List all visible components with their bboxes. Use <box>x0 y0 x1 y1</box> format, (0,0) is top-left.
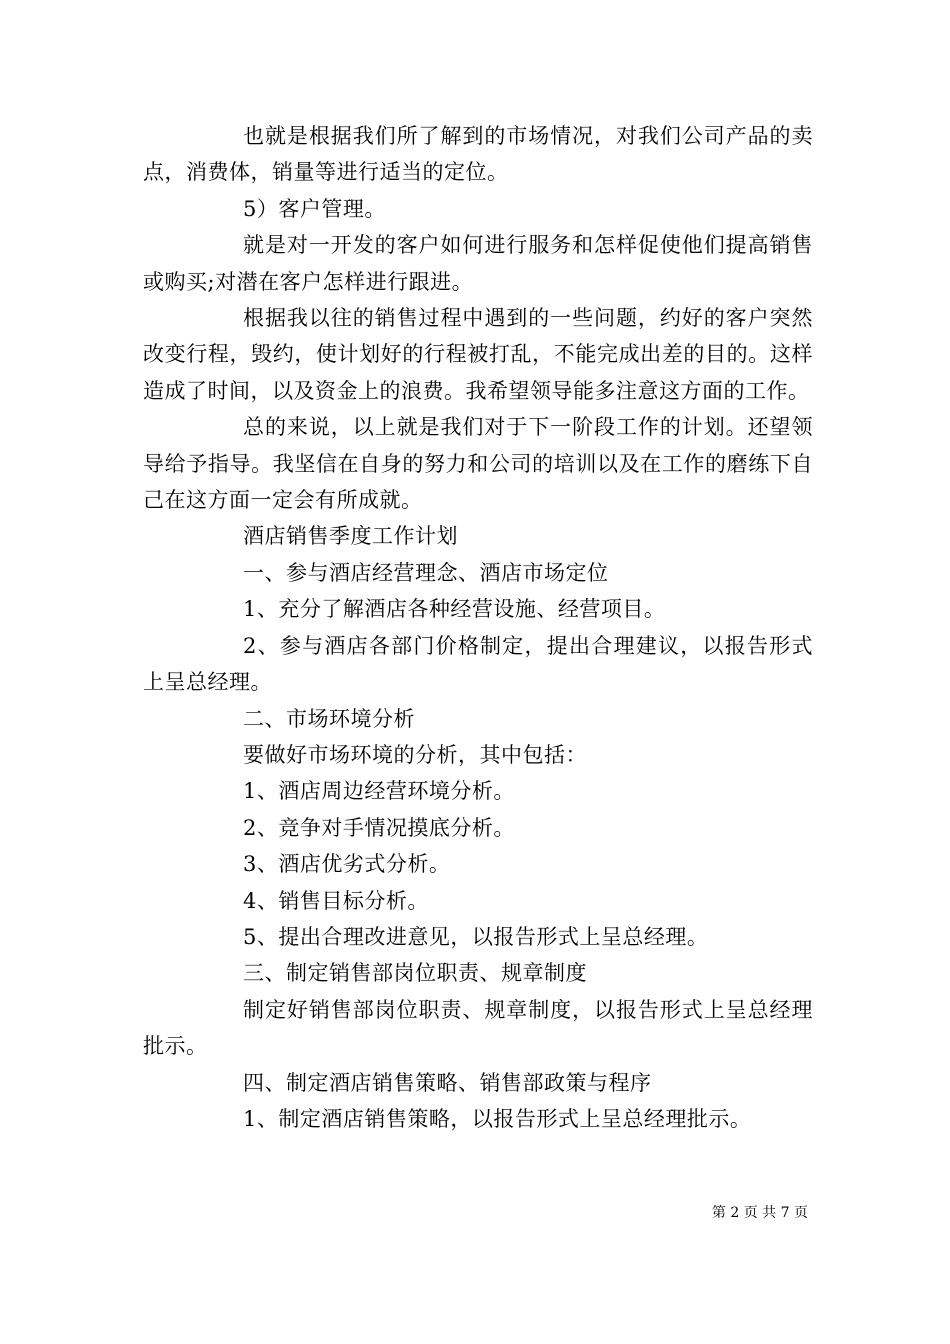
paragraph: 5）客户管理。 <box>243 196 386 221</box>
paragraph: 就是对一开发的客户如何进行服务和怎样促使他们提高销售或购买;对潜在客户怎样进行跟进。 <box>143 233 813 294</box>
section-heading: 一、参与酒店经营理念、酒店市场定位 <box>243 560 609 585</box>
paragraph: 要做好市场环境的分析，其中包括： <box>243 742 587 767</box>
list-item: 1、酒店周边经营环境分析。 <box>243 779 515 804</box>
list-item: 4、销售目标分析。 <box>243 888 429 913</box>
paragraph: 根据我以往的销售过程中遇到的一些问题，约好的客户突然改变行程，毁约，使计划好的行程被打乱，不能完成出差的目的。这样造成了时间，以及资金上的浪费。我希望领导能多注意这方面的工作。 <box>143 306 813 403</box>
list-item: 5、提出合理改进意见，以报告形式上呈总经理。 <box>243 924 709 949</box>
section-heading: 三、制定销售部岗位职责、规章制度 <box>243 961 587 986</box>
list-item: 1、充分了解酒店各种经营设施、经营项目。 <box>243 597 666 622</box>
list-item: 3、酒店优劣式分析。 <box>243 852 451 877</box>
section-title: 酒店销售季度工作计划 <box>243 524 458 549</box>
section-heading: 四、制定酒店销售策略、销售部政策与程序 <box>243 1070 652 1095</box>
list-item: 2、参与酒店各部门价格制定，提出合理建议，以报告形式上呈总经理。 <box>143 633 813 695</box>
document-body <box>143 118 813 1137</box>
section-heading: 二、市场环境分析 <box>243 706 415 731</box>
page-number: 第 2 页 共 7 页 <box>711 1205 808 1221</box>
list-item: 2、竞争对手情况摸底分析。 <box>243 815 515 840</box>
paragraph: 也就是根据我们所了解到的市场情况，对我们公司产品的卖点，消费体，销量等进行适当的定位。 <box>143 124 813 185</box>
list-item: 1、制定酒店销售策略，以报告形式上呈总经理批示。 <box>243 1106 752 1131</box>
paragraph: 总的来说，以上就是我们对于下一阶段工作的计划。还望领导给予指导。我坚信在自身的努力和公司的培训以及在工作的磨练下自己在这方面一定会有所成就。 <box>143 415 813 513</box>
paragraph: 制定好销售部岗位职责、规章制度，以报告形式上呈总经理批示。 <box>143 997 813 1059</box>
